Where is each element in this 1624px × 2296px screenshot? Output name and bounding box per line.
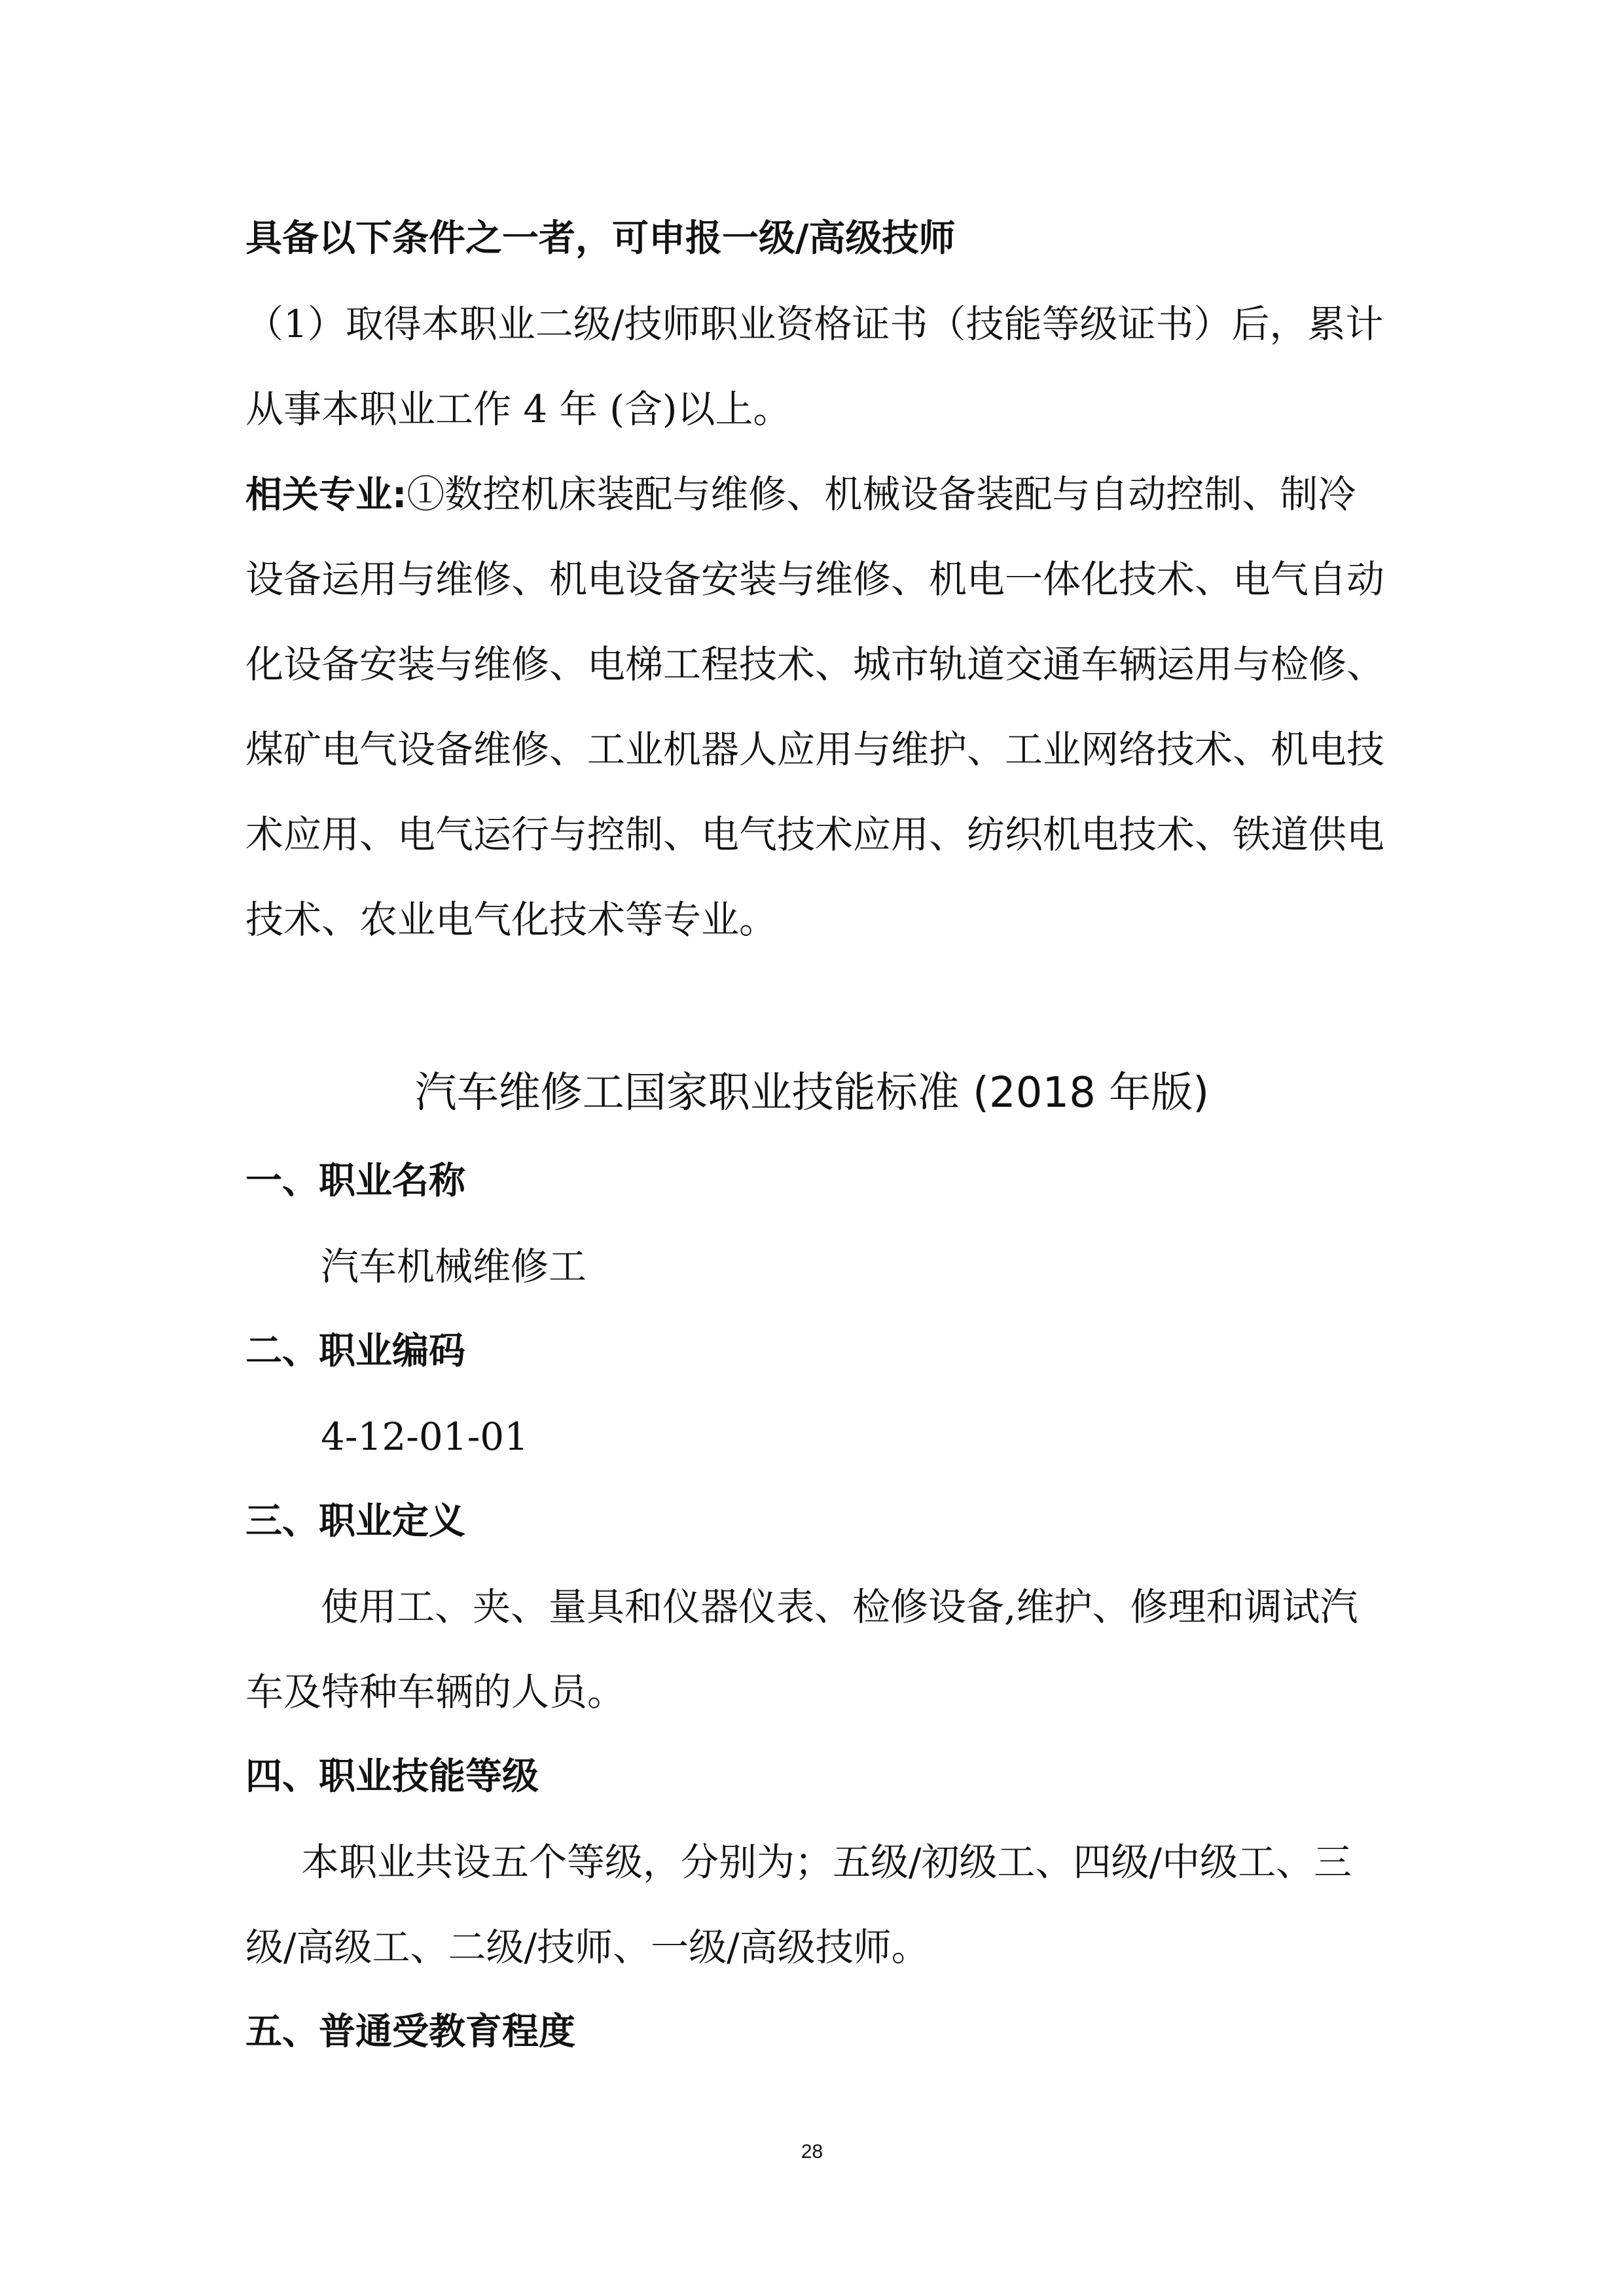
eligibility-heading: 具备以下条件之一者，可申报一级/高级技师 [245, 217, 956, 260]
standard-title: 汽车维修工国家职业技能标准 (2018 年版) [414, 1069, 1210, 1117]
page-number: 28 [801, 2141, 823, 2162]
related-majors-line-1 [245, 468, 1398, 522]
section-3-heading: 三、职业定义 [245, 1500, 465, 1543]
related-majors-line-5: 术应用、电气运行与控制、电气技术应用、纺织机电技术、铁道供电 [245, 812, 1385, 857]
condition-1-line-2: 从事本职业工作 4 年 (含)以上。 [245, 387, 791, 431]
section-3-line-1: 使用工、夹、量具和仪器仪表、检修设备,维护、修理和调试汽 [321, 1585, 1358, 1629]
section-2-content: 4-12-01-01 [321, 1414, 529, 1459]
related-majors-text-1: ①数控机床装配与维修、机械设备装配与自动控制、制冷 [406, 472, 1356, 516]
related-majors-line-2: 设备运用与维修、机电设备安装与维修、机电一体化技术、电气自动 [245, 557, 1385, 601]
section-1-heading: 一、职业名称 [245, 1160, 465, 1202]
section-2-heading: 二、职业编码 [245, 1330, 465, 1372]
condition-1-line-1: （1）取得本职业二级/技师职业资格证书（技能等级证书）后，累计 [245, 302, 1384, 346]
section-4-line-2: 级/高级工、二级/技师、一级/高级技师。 [245, 1925, 929, 1969]
section-3-line-2: 车及特种车辆的人员。 [245, 1670, 626, 1714]
section-4-line-1: 本职业共设五个等级，分别为；五级/初级工、四级/中级工、三 [301, 1840, 1352, 1884]
related-majors-label: 相关专业: [245, 474, 407, 516]
related-majors-line-3: 化设备安装与维修、电梯工程技术、城市轨道交通车辆运用与检修、 [245, 642, 1385, 687]
related-majors-line-6: 技术、农业电气化技术等专业。 [245, 897, 778, 942]
related-majors-line-4: 煤矿电气设备维修、工业机器人应用与维护、工业网络技术、机电技 [245, 727, 1385, 772]
section-4-heading: 四、职业技能等级 [245, 1755, 539, 1798]
section-5-heading: 五、普通受教育程度 [245, 2011, 575, 2053]
section-1-content: 汽车机械维修工 [321, 1244, 587, 1289]
